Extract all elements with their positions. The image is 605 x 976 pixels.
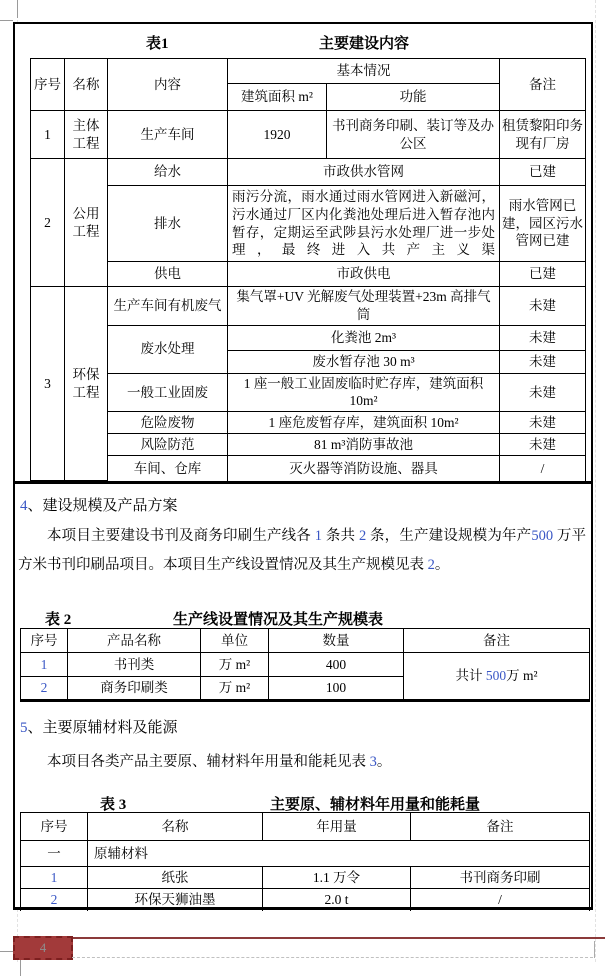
- cell-group-name: 原辅材料: [88, 841, 590, 867]
- margin-mark-footer-right: [594, 941, 595, 958]
- cell-remark: 未建: [500, 434, 586, 456]
- section5-number: 5: [20, 720, 28, 737]
- table1-title: 主要建设内容: [319, 36, 410, 52]
- table-row: [31, 287, 586, 326]
- section4-paragraph: [18, 522, 586, 580]
- section-divider: [15, 481, 591, 484]
- footer-text-boundary: [72, 957, 593, 958]
- cell-product: 书刊类: [68, 653, 201, 677]
- table3-header-row: [21, 813, 590, 841]
- text-boundary-right: [595, 0, 596, 962]
- cell-remark: 书刊商务印刷: [411, 867, 590, 889]
- margin-mark-top-left: [0, 20, 13, 21]
- table2-production-lines: [20, 628, 590, 702]
- section4-title: 、建设规模及产品方案: [27, 498, 178, 515]
- header-remark: 备注: [411, 813, 590, 841]
- cell-remark: 已建: [500, 159, 586, 186]
- table-row: [21, 889, 590, 911]
- table2-header-row: [21, 629, 590, 653]
- table-row: [31, 456, 586, 481]
- cell-no: 2: [21, 677, 68, 701]
- header-no: 序号: [21, 813, 88, 841]
- cell-basic: 灭火器等消防设施、器具: [228, 456, 500, 481]
- cell-content: 供电: [108, 262, 228, 287]
- cell-annual: 1.1 万令: [263, 867, 411, 889]
- para-text: 本项目主要建设书刊及商务印刷生产线各: [47, 528, 315, 545]
- table-row: [31, 186, 586, 262]
- para-text: 本项目各类产品主要原、辅材料年用量和能耗见表: [47, 754, 370, 771]
- table3-label: 表 3: [100, 797, 127, 814]
- header-name: 名称: [88, 813, 263, 841]
- cell-content: 危险废物: [108, 412, 228, 434]
- margin-mark-bottom-left: [0, 951, 13, 952]
- table1-label: 表1: [146, 36, 169, 52]
- header-unit: 单位: [201, 629, 269, 653]
- para-number: 1: [314, 528, 323, 545]
- cell-name: 纸张: [88, 867, 263, 889]
- cell-content: 给水: [108, 159, 228, 186]
- cell-remark: 未建: [500, 412, 586, 434]
- para-text: 条，生产建设规模为年产: [366, 528, 532, 545]
- table2-label: 表 2: [45, 612, 72, 629]
- header-product: 产品名称: [68, 629, 201, 653]
- cell-no: 2: [31, 159, 65, 287]
- cell-content: 风险防范: [108, 434, 228, 456]
- table1-header-row: [31, 59, 586, 84]
- header-remark: 备注: [500, 59, 586, 111]
- cell-remark: 未建: [500, 373, 586, 412]
- para-number: 2: [427, 557, 435, 574]
- section5-heading: [20, 716, 591, 740]
- cell-basic: 市政供电: [228, 262, 500, 287]
- cell-remark: /: [500, 456, 586, 481]
- table-row: [31, 159, 586, 186]
- cell-name: 环保工程: [65, 287, 108, 481]
- cell-unit: 万 m²: [201, 653, 269, 677]
- table-row: [21, 653, 590, 677]
- table3-caption: [15, 785, 591, 814]
- table-row: [21, 867, 590, 889]
- para-text: 万平方米书刊印刷品项目。本项目生产线设置情况及其生产规模见表: [18, 528, 587, 574]
- para-text: 。: [434, 557, 450, 574]
- para-number: 3: [369, 754, 377, 771]
- cell-unit: 万 m²: [201, 677, 269, 701]
- para-number: 500: [531, 528, 554, 545]
- cell-no: 2: [21, 889, 88, 911]
- para-text: 条共: [322, 528, 359, 545]
- cell-basic: 废水暂存池 30 m³: [228, 350, 500, 373]
- cell-remark: 雨水管网已建，园区污水管网已建: [500, 186, 586, 262]
- header-func: 功能: [327, 84, 500, 111]
- footer-rule: [72, 937, 605, 939]
- header-name: 名称: [65, 59, 108, 111]
- header-content: 内容: [108, 59, 228, 111]
- table3-materials-energy: [20, 812, 590, 911]
- header-area: 建筑面积 m²: [228, 84, 327, 111]
- margin-mark-footer-left: [20, 960, 21, 976]
- margin-mark-top: [17, 0, 18, 18]
- remark-text: 共计: [455, 668, 486, 684]
- cell-remark: 未建: [500, 287, 586, 326]
- page-number: 4: [39, 940, 47, 955]
- cell-basic: 化粪池 2m³: [228, 325, 500, 350]
- cell-basic: 雨污分流，雨水通过雨水管网进入新磁河，污水通过厂区内化粪池处理后进入暂存池内暂存，定期运至武陟县污水处理厂进一步处理，最终进入共产主义渠: [228, 186, 500, 262]
- cell-remark: 租赁黎阳印务现有厂房: [500, 111, 586, 159]
- header-qty: 数量: [269, 629, 404, 653]
- cell-basic: 1 座危废暂存库，建筑面积 10m²: [228, 412, 500, 434]
- table2-title: 生产线设置情况及其生产规模表: [173, 612, 384, 629]
- section5-title: 、主要原辅材料及能源: [27, 720, 178, 737]
- cell-content: 生产车间有机废气: [108, 287, 228, 326]
- cell-product: 商务印刷类: [68, 677, 201, 701]
- cell-content: 废水处理: [108, 325, 228, 373]
- report-form-frame: [13, 22, 593, 910]
- cell-no: 3: [31, 287, 65, 481]
- cell-content: 车间、仓库: [108, 456, 228, 481]
- cell-remark: 已建: [500, 262, 586, 287]
- cell-remark: 未建: [500, 325, 586, 350]
- cell-remark: [404, 653, 590, 701]
- remark-text: 万 m²: [506, 668, 538, 684]
- remark-number: 500: [485, 668, 507, 684]
- header-basic: 基本情况: [228, 59, 500, 84]
- table-row: [31, 325, 586, 350]
- cell-name: 主体工程: [65, 111, 108, 159]
- cell-no: 1: [31, 111, 65, 159]
- table-row: [21, 841, 590, 867]
- cell-content: 生产车间: [108, 111, 228, 159]
- section5-paragraph: [18, 748, 586, 777]
- cell-area: 1920: [228, 111, 327, 159]
- table-row: [31, 262, 586, 287]
- cell-no: 一: [21, 841, 88, 867]
- table2-caption: [15, 600, 591, 629]
- cell-qty: 400: [269, 653, 404, 677]
- section4-number: 4: [20, 498, 28, 515]
- para-text: 。: [376, 754, 392, 771]
- table-row: [31, 373, 586, 412]
- table-row: [31, 412, 586, 434]
- header-no: 序号: [21, 629, 68, 653]
- cell-name: 环保天狮油墨: [88, 889, 263, 911]
- cell-remark: 未建: [500, 350, 586, 373]
- cell-no: 1: [21, 867, 88, 889]
- cell-no: 1: [21, 653, 68, 677]
- cell-basic: 集气罩+UV 光解废气处理装置+23m 高排气筒: [228, 287, 500, 326]
- cell-func: 书刊商务印刷、装订等及办公区: [327, 111, 500, 159]
- table1-caption: [15, 24, 591, 58]
- cell-basic: 市政供水管网: [228, 159, 500, 186]
- cell-content: 排水: [108, 186, 228, 262]
- cell-name: 公用工程: [65, 159, 108, 287]
- header-no: 序号: [31, 59, 65, 111]
- header-annual: 年用量: [263, 813, 411, 841]
- section4-heading: [20, 494, 591, 518]
- cell-content: 一般工业固废: [108, 373, 228, 412]
- header-remark: 备注: [404, 629, 590, 653]
- table-row: [31, 111, 586, 159]
- cell-basic: 1 座一般工业固废临时贮存库，建筑面积 10m²: [228, 373, 500, 412]
- table3-title: 主要原、辅材料年用量和能耗量: [270, 797, 481, 814]
- cell-basic: 81 m³消防事故池: [228, 434, 500, 456]
- table-row: [31, 434, 586, 456]
- cell-qty: 100: [269, 677, 404, 701]
- cell-remark: /: [411, 889, 590, 911]
- table1-main-construction: [30, 58, 586, 481]
- cell-annual: 2.0 t: [263, 889, 411, 911]
- para-number: 2: [358, 528, 367, 545]
- page-number-field[interactable]: [13, 936, 73, 960]
